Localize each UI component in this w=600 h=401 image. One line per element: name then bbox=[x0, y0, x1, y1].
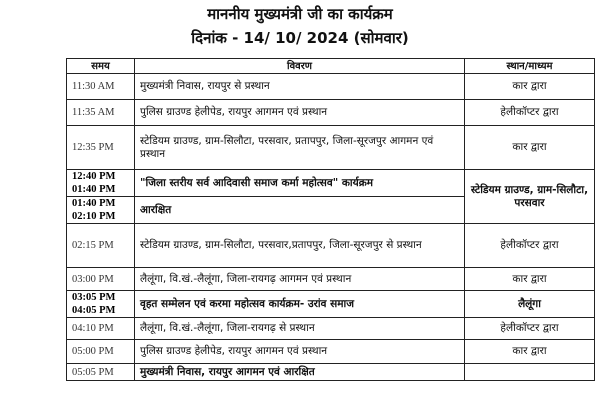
row-place: लैलूंगा bbox=[465, 291, 595, 318]
row-time: 05:00 PM bbox=[67, 340, 135, 364]
row-time-start: 01:40 PM bbox=[72, 198, 116, 209]
row-place: कार द्वारा bbox=[465, 340, 595, 364]
row-time: 05:05 PM bbox=[67, 364, 135, 381]
column-header-detail: विवरण bbox=[135, 59, 465, 74]
document-header bbox=[0, 4, 600, 48]
row-detail: मुख्यमंत्री निवास, रायपुर से प्रस्थान bbox=[135, 74, 465, 100]
table-row bbox=[67, 318, 595, 340]
row-detail: "जिला स्तरीय सर्व आदिवासी समाज कर्मा महोत्सव" कार्यक्रम bbox=[135, 170, 465, 197]
table-row bbox=[67, 340, 595, 364]
row-time-start: 12:40 PM bbox=[72, 171, 116, 182]
row-time-end: 02:10 PM bbox=[72, 211, 116, 222]
table-header-row bbox=[67, 59, 595, 74]
row-detail: पुलिस ग्राउण्ड हेलीपेड, रायपुर आगमन एवं प्रस्थान bbox=[135, 100, 465, 126]
column-header-time: समय bbox=[67, 59, 135, 74]
row-detail: पुलिस ग्राउण्ड हेलीपेड, रायपुर आगमन एवं प्रस्थान bbox=[135, 340, 465, 364]
merged-place-cell: स्टेडियम ग्राउण्ड, ग्राम-सिलौटा, परसवार bbox=[465, 170, 595, 224]
row-place: हेलीकॉप्टर द्वारा bbox=[465, 318, 595, 340]
row-place: कार द्वारा bbox=[465, 268, 595, 291]
row-detail: मुख्यमंत्री निवास, रायपुर आगमन एवं आरक्षित bbox=[135, 364, 465, 381]
row-time-start: 03:05 PM bbox=[72, 292, 116, 303]
row-place: कार द्वारा bbox=[465, 126, 595, 170]
row-time-end: 04:05 PM bbox=[72, 305, 116, 316]
row-time-range bbox=[67, 197, 135, 224]
schedule-date: दिनांक - 14/ 10/ 2024 (सोमवार) bbox=[191, 29, 409, 47]
table-row bbox=[67, 268, 595, 291]
row-detail: वृहत सम्मेलन एवं करमा महोत्सव कार्यक्रम- उरांव समाज bbox=[135, 291, 465, 318]
row-place: हेलीकॉप्टर द्वारा bbox=[465, 224, 595, 268]
row-time-end: 01:40 PM bbox=[72, 184, 116, 195]
row-detail: आरक्षित bbox=[135, 197, 465, 224]
row-time: 11:30 AM bbox=[67, 74, 135, 100]
row-place: हेलीकॉप्टर द्वारा bbox=[465, 100, 595, 126]
row-place: कार द्वारा bbox=[465, 74, 595, 100]
column-header-place: स्थान/माध्यम bbox=[465, 59, 595, 74]
row-detail: स्टेडियम ग्राउण्ड, ग्राम-सिलौटा, परसवार,प्रतापपुर, जिला-सूरजपुर से प्रस्थान bbox=[135, 224, 465, 268]
row-detail: लैलूंगा, वि.खं.-लैलूंगा, जिला-रायगढ़ आगमन एवं प्रस्थान bbox=[135, 268, 465, 291]
table-row bbox=[67, 364, 595, 381]
row-time: 11:35 AM bbox=[67, 100, 135, 126]
table-row bbox=[67, 224, 595, 268]
row-time: 12:35 PM bbox=[67, 126, 135, 170]
row-detail: स्टेडियम ग्राउण्ड, ग्राम-सिलौटा, परसवार, प्रतापपुर, जिला-सूरजपुर आगमन एवं प्रस्थान bbox=[135, 126, 465, 170]
row-time-range bbox=[67, 170, 135, 197]
row-detail: लैलूंगा, वि.खं.-लैलूंगा, जिला-रायगढ़ से प्रस्थान bbox=[135, 318, 465, 340]
table-row bbox=[67, 291, 595, 318]
row-time: 04:10 PM bbox=[67, 318, 135, 340]
table-row bbox=[67, 74, 595, 100]
table-row bbox=[67, 126, 595, 170]
table-row bbox=[67, 100, 595, 126]
schedule-table bbox=[66, 58, 595, 381]
row-time: 03:00 PM bbox=[67, 268, 135, 291]
row-time-range bbox=[67, 291, 135, 318]
row-place-empty bbox=[465, 364, 595, 381]
page-title: माननीय मुख्यमंत्री जी का कार्यक्रम bbox=[207, 5, 393, 23]
table-row bbox=[67, 170, 595, 197]
row-time: 02:15 PM bbox=[67, 224, 135, 268]
